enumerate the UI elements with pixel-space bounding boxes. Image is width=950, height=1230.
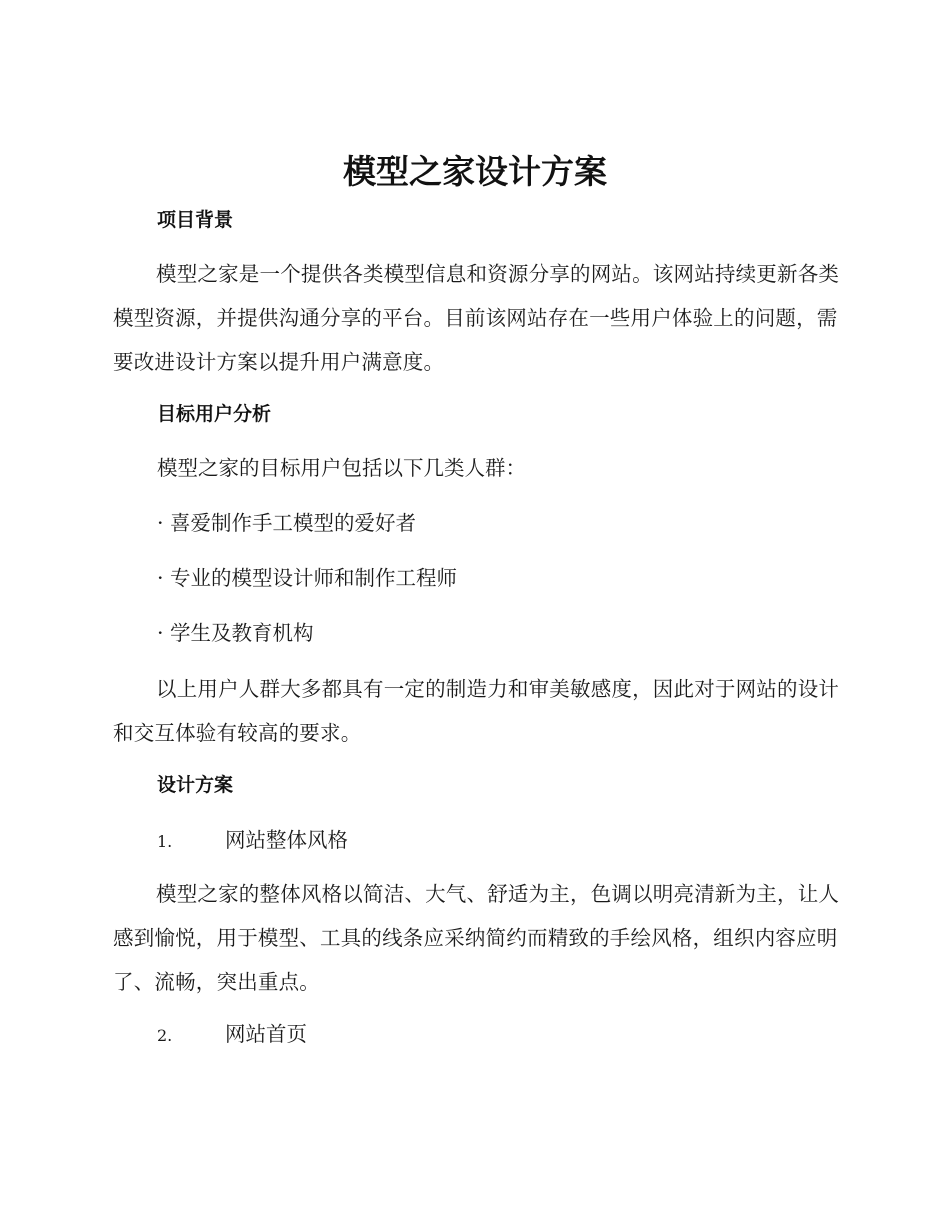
bullet-item: · 专业的模型设计师和制作工程师 [157, 566, 458, 590]
target-users-paragraph: 以上用户人群大多都具有一定的制造力和审美敏感度，因此对于网站的设计和交互体验有较高的要求。 [113, 677, 840, 745]
overall-style-paragraph: 模型之家的整体风格以简洁、大气、舒适为主，色调以明亮清新为主，让人感到愉悦，用于模型、工具的线条应采纳简约而精致的手绘风格，组织内容应明了、流畅，突出重点。 [113, 882, 840, 994]
document-title: 模型之家设计方案 [343, 152, 607, 191]
section-heading-design-plan: 设计方案 [157, 774, 234, 796]
target-users-intro: 模型之家的目标用户包括以下几类人群： [157, 456, 526, 480]
numbered-item [157, 1019, 307, 1051]
section-heading-target-users: 目标用户分析 [157, 403, 272, 425]
item-label: 网站首页 [225, 1022, 307, 1046]
item-number: 1. [157, 832, 173, 851]
numbered-item [157, 825, 348, 857]
section-heading-background: 项目背景 [157, 209, 234, 231]
background-paragraph: 模型之家是一个提供各类模型信息和资源分享的网站。该网站持续更新各类模型资源，并提供沟通分享的平台。目前该网站存在一些用户体验上的问题，需要改进设计方案以提升用户满意度。 [113, 262, 840, 374]
bullet-item: · 喜爱制作手工模型的爱好者 [157, 511, 417, 535]
bullet-item: · 学生及教育机构 [157, 621, 314, 645]
item-number: 2. [157, 1026, 173, 1045]
item-label: 网站整体风格 [225, 828, 348, 852]
